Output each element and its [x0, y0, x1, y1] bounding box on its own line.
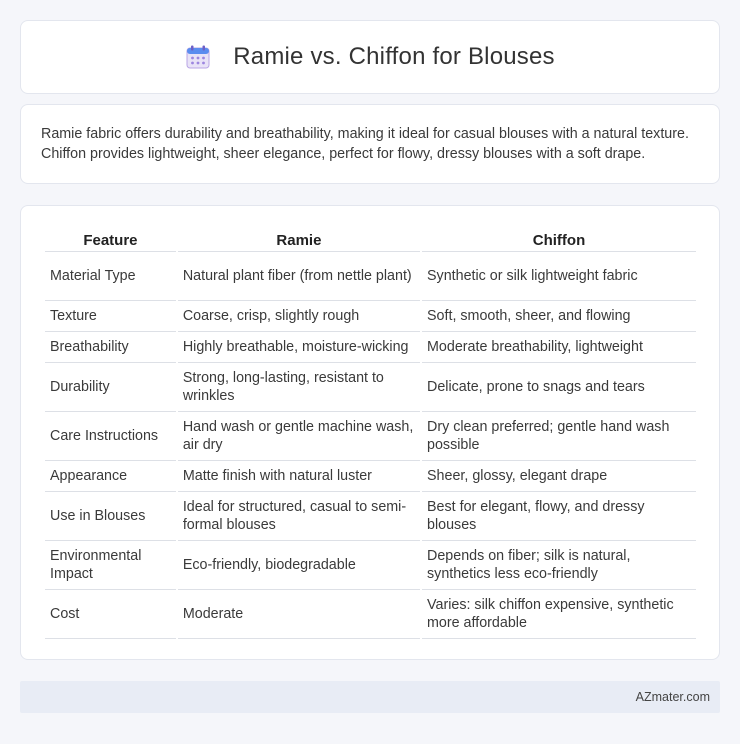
chiffon-cell: Synthetic or silk lightweight fabric — [422, 252, 696, 301]
intro-text: Ramie fabric offers durability and breathability, making it ideal for casual blouses with a natural texture. Chiffon provides lightweight, sheer elegance, perfect for flowy, dressy blouses with a soft drape. — [41, 126, 689, 162]
chiffon-cell: Varies: silk chiffon expensive, synthetic more affordable — [422, 590, 696, 639]
table-row — [45, 252, 696, 301]
feature-cell: Appearance — [45, 461, 176, 492]
footer — [20, 681, 720, 713]
feature-cell: Environmental Impact — [45, 541, 176, 590]
header-feature: Feature — [45, 226, 176, 252]
feature-cell: Durability — [45, 363, 176, 412]
feature-cell: Use in Blouses — [45, 492, 176, 541]
table-row — [45, 412, 696, 461]
ramie-cell: Ideal for structured, casual to semi-formal blouses — [178, 492, 420, 541]
ramie-cell: Natural plant fiber (from nettle plant) — [178, 252, 420, 301]
ramie-cell: Highly breathable, moisture-wicking — [178, 332, 420, 363]
title-card — [20, 20, 720, 94]
header-chiffon: Chiffon — [422, 226, 696, 252]
chiffon-cell: Sheer, glossy, elegant drape — [422, 461, 696, 492]
comparison-table-card — [20, 205, 720, 660]
comparison-table — [43, 226, 698, 639]
footer-brand[interactable]: AZmater.com — [635, 690, 710, 704]
ramie-cell: Eco-friendly, biodegradable — [178, 541, 420, 590]
table-row — [45, 541, 696, 590]
chiffon-cell: Depends on fiber; silk is natural, synthetics less eco-friendly — [422, 541, 696, 590]
chiffon-cell: Moderate breathability, lightweight — [422, 332, 696, 363]
calendar-icon — [185, 44, 211, 70]
chiffon-cell: Delicate, prone to snags and tears — [422, 363, 696, 412]
ramie-cell: Strong, long-lasting, resistant to wrinkles — [178, 363, 420, 412]
chiffon-cell: Soft, smooth, sheer, and flowing — [422, 301, 696, 332]
page-title: Ramie vs. Chiffon for Blouses — [233, 43, 555, 70]
table-header-row — [45, 226, 696, 252]
table-row — [45, 492, 696, 541]
ramie-cell: Hand wash or gentle machine wash, air dry — [178, 412, 420, 461]
ramie-cell: Moderate — [178, 590, 420, 639]
table-row — [45, 363, 696, 412]
feature-cell: Material Type — [45, 252, 176, 301]
feature-cell: Breathability — [45, 332, 176, 363]
feature-cell: Care Instructions — [45, 412, 176, 461]
feature-cell: Texture — [45, 301, 176, 332]
table-row — [45, 461, 696, 492]
feature-cell: Cost — [45, 590, 176, 639]
chiffon-cell: Dry clean preferred; gentle hand wash possible — [422, 412, 696, 461]
chiffon-cell: Best for elegant, flowy, and dressy blouses — [422, 492, 696, 541]
table-row — [45, 301, 696, 332]
table-row — [45, 590, 696, 639]
intro-card — [20, 104, 720, 184]
header-ramie: Ramie — [178, 226, 420, 252]
ramie-cell: Matte finish with natural luster — [178, 461, 420, 492]
table-row — [45, 332, 696, 363]
ramie-cell: Coarse, crisp, slightly rough — [178, 301, 420, 332]
